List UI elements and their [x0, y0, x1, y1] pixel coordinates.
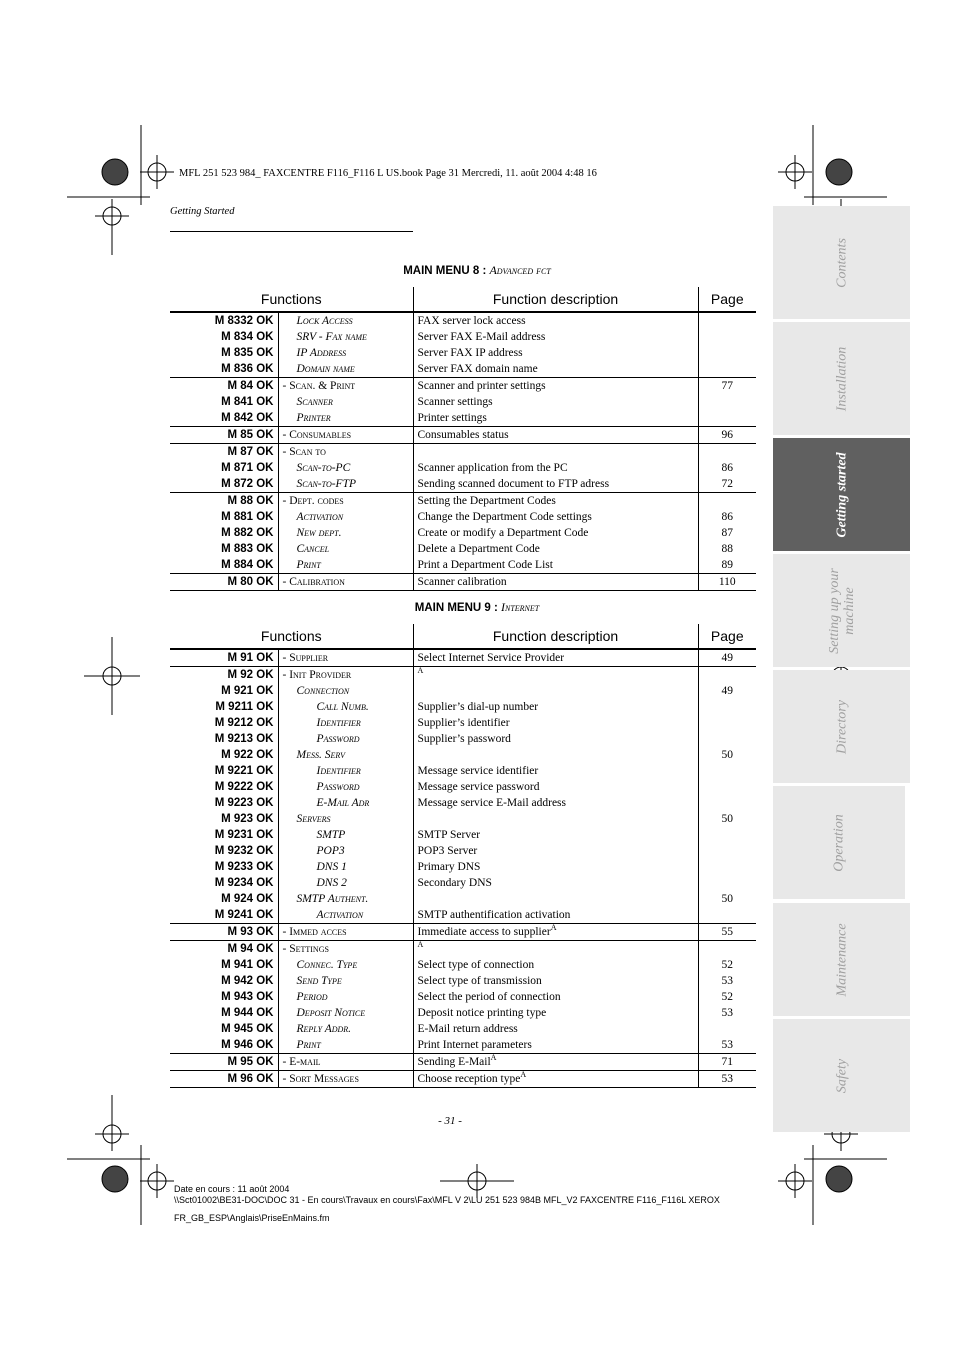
menu-code: M 835 OK [221, 347, 274, 359]
menu-code: M 92 OK [170, 667, 278, 684]
table-row [170, 715, 756, 731]
page-ref [698, 1021, 756, 1037]
table-row [170, 859, 756, 875]
page-ref [698, 763, 756, 779]
menu-code: M 944 OK [221, 1007, 274, 1019]
function-description: Sending E-Mail$^A$ [413, 1054, 698, 1071]
function-name: Activation [278, 907, 413, 924]
table-row [170, 525, 756, 541]
page-ref [698, 859, 756, 875]
menu-code: M 881 OK [221, 511, 274, 523]
table-row [170, 557, 756, 574]
function-description: Select type of transmission [413, 973, 698, 989]
function-description: Message service password [413, 779, 698, 795]
function-name: Password [278, 779, 413, 795]
function-description: POP3 Server [413, 843, 698, 859]
menu-code: M 93 OK [170, 924, 278, 941]
function-name: - Settings [278, 941, 413, 958]
function-name: Send Type [278, 973, 413, 989]
page-ref [698, 715, 756, 731]
function-name: Domain name [278, 361, 413, 378]
menu-code: M 91 OK [170, 649, 278, 667]
function-description: Supplier’s identifier [413, 715, 698, 731]
function-description: Consumables status [413, 427, 698, 444]
page-ref: 88 [698, 541, 756, 557]
table-row [170, 957, 756, 973]
function-name: - Scan. & Print [278, 378, 413, 395]
page-ref: 53 [698, 1071, 756, 1088]
footer-file: FR_GB_ESP\Anglais\PriseEnMains.fm [174, 1213, 330, 1223]
menu-code: M 941 OK [221, 959, 274, 971]
page-ref [698, 444, 756, 461]
menu-code: M 87 OK [170, 444, 278, 461]
function-name: Lock Access [278, 312, 413, 329]
table-row [170, 843, 756, 859]
tab-contents[interactable]: Contents [773, 206, 910, 319]
function-name: - Immed acces [278, 924, 413, 941]
table-row [170, 312, 756, 329]
page-ref [698, 410, 756, 427]
page-ref [698, 361, 756, 378]
menu-code: M 921 OK [221, 685, 274, 697]
function-description: Secondary DNS [413, 875, 698, 891]
function-name: POP3 [278, 843, 413, 859]
tab-maintenance[interactable]: Maintenance [773, 903, 910, 1016]
menu-code: M 884 OK [221, 559, 274, 571]
table-row [170, 574, 756, 591]
function-description: Print Internet parameters [413, 1037, 698, 1054]
function-name: Call Numb. [278, 699, 413, 715]
functions-header: Functions [170, 624, 413, 649]
footnote-marker: A [417, 666, 424, 676]
function-description: Scanner calibration [413, 574, 698, 591]
page-ref: 50 [698, 747, 756, 763]
function-description [413, 811, 698, 827]
function-description: Select the period of connection [413, 989, 698, 1005]
table-row [170, 907, 756, 924]
function-description [413, 683, 698, 699]
page-ref [698, 345, 756, 361]
page-ref [698, 667, 756, 684]
function-name: - Init Provider [278, 667, 413, 684]
page-ref [698, 827, 756, 843]
function-name: New dept. [278, 525, 413, 541]
menu9-title: MAIN MENU 9 : Internet [414, 600, 540, 614]
page-ref: 55 [698, 924, 756, 941]
table-row [170, 1071, 756, 1088]
table-row [170, 973, 756, 989]
function-description: Delete a Department Code [413, 541, 698, 557]
page-ref: 49 [698, 649, 756, 667]
menu-code: M 9212 OK [214, 717, 274, 729]
table-row [170, 509, 756, 525]
function-name: Scan-to-PC [278, 460, 413, 476]
crosshair-icon [140, 1164, 174, 1198]
functions-header: Functions [170, 287, 413, 312]
table-row [170, 1021, 756, 1037]
menu-code: M 923 OK [221, 813, 274, 825]
function-name: Connection [278, 683, 413, 699]
menu-code: M 9223 OK [214, 797, 274, 809]
function-description: Supplier’s password [413, 731, 698, 747]
description-header: Function description [413, 624, 698, 649]
function-description: Immediate access to supplier$^A$ [413, 924, 698, 941]
table-row [170, 795, 756, 811]
tab-getting-started[interactable]: Getting started [773, 438, 910, 551]
function-description: Primary DNS [413, 859, 698, 875]
function-name: Period [278, 989, 413, 1005]
page-header: Page [698, 287, 756, 312]
function-description: Scanner settings [413, 394, 698, 410]
menu-code: M 924 OK [221, 893, 274, 905]
menu-code: M 8332 OK [170, 312, 278, 329]
function-name: Mess. Serv [278, 747, 413, 763]
menu-code: M 883 OK [221, 543, 274, 555]
menu-code: M 834 OK [221, 331, 274, 343]
crosshair-icon [95, 199, 129, 255]
table-row [170, 476, 756, 493]
function-description [413, 444, 698, 461]
function-description: Printer settings [413, 410, 698, 427]
menu-code: M 9222 OK [214, 781, 274, 793]
menu-code: M 882 OK [221, 527, 274, 539]
footnote-marker: A [520, 1070, 527, 1080]
function-description: Server FAX domain name [413, 361, 698, 378]
function-description: Select type of connection [413, 957, 698, 973]
table-row [170, 460, 756, 476]
function-description: E-Mail return address [413, 1021, 698, 1037]
page-number: - 31 - [438, 1115, 462, 1127]
menu-code: M 9233 OK [214, 861, 274, 873]
footnote-marker: A [550, 923, 557, 933]
page-ref: 86 [698, 509, 756, 525]
table-row [170, 763, 756, 779]
table-row [170, 410, 756, 427]
function-name: DNS 2 [278, 875, 413, 891]
table-row [170, 1037, 756, 1054]
table-row [170, 699, 756, 715]
menu-code: M 836 OK [221, 363, 274, 375]
page-ref: 50 [698, 891, 756, 907]
menu8-title: MAIN MENU 8 : Advanced fct [403, 263, 551, 277]
function-description [413, 941, 698, 958]
function-name: Printer [278, 410, 413, 427]
table-row [170, 361, 756, 378]
menu-code: M 872 OK [221, 478, 274, 490]
page-ref [698, 907, 756, 924]
page-ref [698, 329, 756, 345]
menu-code: M 9221 OK [214, 765, 274, 777]
table-row [170, 378, 756, 395]
menu-code: M 84 OK [170, 378, 278, 395]
table-row [170, 444, 756, 461]
table-row [170, 541, 756, 557]
footnote-marker: A [490, 1053, 497, 1063]
function-description: SMTP Server [413, 827, 698, 843]
page-ref [698, 875, 756, 891]
page-ref: 110 [698, 574, 756, 591]
crosshair-icon [84, 637, 140, 715]
menu8-table [170, 287, 756, 591]
page-ref: 86 [698, 460, 756, 476]
table-row [170, 891, 756, 907]
page-ref [698, 699, 756, 715]
page-ref: 87 [698, 525, 756, 541]
function-name: Scan-to-FTP [278, 476, 413, 493]
function-name: - Dept. codes [278, 493, 413, 510]
menu-code: M 85 OK [170, 427, 278, 444]
page-ref [698, 731, 756, 747]
function-description: Print a Department Code List [413, 557, 698, 574]
table-row [170, 1054, 756, 1071]
page-ref [698, 795, 756, 811]
menu-code: M 942 OK [221, 975, 274, 987]
menu-code: M 943 OK [221, 991, 274, 1003]
function-description: Select Internet Service Provider [413, 649, 698, 667]
menu-code: M 9234 OK [214, 877, 274, 889]
table-row [170, 649, 756, 667]
page-ref: 96 [698, 427, 756, 444]
page-ref: 52 [698, 957, 756, 973]
file-info: MFL 251 523 984_ FAXCENTRE F116_F116 L US.book Page 31 Mercredi, 11. août 2004 4:48 16 [179, 168, 597, 179]
function-description: Choose reception type$^A$ [413, 1071, 698, 1088]
menu-code: M 9213 OK [214, 733, 274, 745]
tab-installation[interactable]: Installation [773, 322, 910, 435]
page-ref: 50 [698, 811, 756, 827]
function-name: Cancel [278, 541, 413, 557]
table-row [170, 731, 756, 747]
function-description: Change the Department Code settings [413, 509, 698, 525]
menu-code: M 88 OK [170, 493, 278, 510]
page-ref: 49 [698, 683, 756, 699]
function-name: SMTP [278, 827, 413, 843]
tab-operation[interactable]: Operation [773, 786, 905, 899]
menu-code: M 9211 OK [215, 701, 274, 713]
table-row [170, 989, 756, 1005]
table-row [170, 427, 756, 444]
page-ref [698, 394, 756, 410]
page-ref [698, 843, 756, 859]
function-name: Print [278, 1037, 413, 1054]
table-row [170, 493, 756, 510]
function-name: SMTP Authent. [278, 891, 413, 907]
menu-code: M 80 OK [170, 574, 278, 591]
page-ref [698, 493, 756, 510]
footnote-marker: A [417, 940, 424, 950]
function-description: Create or modify a Department Code [413, 525, 698, 541]
table-row [170, 811, 756, 827]
menu-code: M 871 OK [221, 462, 274, 474]
table-row [170, 329, 756, 345]
page-header: Page [698, 624, 756, 649]
function-description: Scanner and printer settings [413, 378, 698, 395]
tab-safety[interactable]: Safety [773, 1019, 910, 1132]
function-name: - Supplier [278, 649, 413, 667]
function-name: Identifier [278, 715, 413, 731]
footer-date: Date en cours : 11 août 2004 [174, 1184, 290, 1194]
function-name: Reply Addr. [278, 1021, 413, 1037]
menu-code: M 946 OK [221, 1039, 274, 1051]
crosshair-icon [778, 155, 812, 189]
tab-directory[interactable]: Directory [773, 670, 910, 783]
function-name: SRV - Fax name [278, 329, 413, 345]
function-description: Message service identifier [413, 763, 698, 779]
page-ref: 53 [698, 973, 756, 989]
page-ref: 52 [698, 989, 756, 1005]
function-name: - Scan to [278, 444, 413, 461]
function-description: Scanner application from the PC [413, 460, 698, 476]
tab-setting-up[interactable]: Setting up your machine [773, 554, 910, 667]
function-description: Message service E-Mail address [413, 795, 698, 811]
function-name: DNS 1 [278, 859, 413, 875]
footer-path: \\Sct01002\BE31-DOC\DOC 31 - En cours\Travaux en cours\Fax\MFL V 2\LU 251 523 984B MFL_V2 FAXCENTRE F116_F116L XEROX [174, 1195, 720, 1205]
function-name: E-Mail Adr [278, 795, 413, 811]
table-row [170, 683, 756, 699]
function-description: SMTP authentification activation [413, 907, 698, 924]
menu-code: M 842 OK [221, 412, 274, 424]
function-description: Sending scanned document to FTP adress [413, 476, 698, 493]
table-row [170, 667, 756, 684]
page-ref [698, 941, 756, 958]
page-ref: 71 [698, 1054, 756, 1071]
running-head: Getting Started [170, 206, 235, 217]
function-description: Server FAX IP address [413, 345, 698, 361]
page-ref: 53 [698, 1037, 756, 1054]
function-name: Connec. Type [278, 957, 413, 973]
table-row [170, 345, 756, 361]
table-row [170, 779, 756, 795]
crosshair-icon [140, 155, 174, 189]
menu-code: M 96 OK [170, 1071, 278, 1088]
function-description [413, 891, 698, 907]
function-name: - E-mail [278, 1054, 413, 1071]
function-name: Password [278, 731, 413, 747]
function-description: Deposit notice printing type [413, 1005, 698, 1021]
function-name: - Consumables [278, 427, 413, 444]
function-name: Servers [278, 811, 413, 827]
description-header: Function description [413, 287, 698, 312]
menu-code: M 9231 OK [214, 829, 274, 841]
page-ref: 89 [698, 557, 756, 574]
menu-code: M 95 OK [170, 1054, 278, 1071]
table-row [170, 394, 756, 410]
function-name: Print [278, 557, 413, 574]
function-name: Activation [278, 509, 413, 525]
page-ref: 77 [698, 378, 756, 395]
function-name: Identifier [278, 763, 413, 779]
table-row [170, 827, 756, 843]
table-row [170, 941, 756, 958]
menu-code: M 922 OK [221, 749, 274, 761]
function-name: Scanner [278, 394, 413, 410]
function-description: Supplier’s dial-up number [413, 699, 698, 715]
function-name: - Calibration [278, 574, 413, 591]
menu-code: M 945 OK [221, 1023, 274, 1035]
page-ref: 72 [698, 476, 756, 493]
page-ref [698, 779, 756, 795]
page-ref [698, 312, 756, 329]
table-row [170, 875, 756, 891]
function-description: Server FAX E-Mail address [413, 329, 698, 345]
menu-code: M 9241 OK [214, 909, 274, 921]
crosshair-icon [440, 1164, 514, 1198]
menu9-table [170, 624, 756, 1088]
menu-code: M 9232 OK [214, 845, 274, 857]
crosshair-icon [778, 1164, 812, 1198]
table-row [170, 924, 756, 941]
header-rule [170, 231, 413, 232]
function-description: Setting the Department Codes [413, 493, 698, 510]
table-row [170, 747, 756, 763]
function-name: Deposit Notice [278, 1005, 413, 1021]
menu-code: M 841 OK [221, 396, 274, 408]
function-description [413, 747, 698, 763]
table-row [170, 1005, 756, 1021]
function-description [413, 667, 698, 684]
page-ref: 53 [698, 1005, 756, 1021]
function-description: FAX server lock access [413, 312, 698, 329]
menu-code: M 94 OK [170, 941, 278, 958]
function-name: IP Address [278, 345, 413, 361]
function-name: - Sort Messages [278, 1071, 413, 1088]
